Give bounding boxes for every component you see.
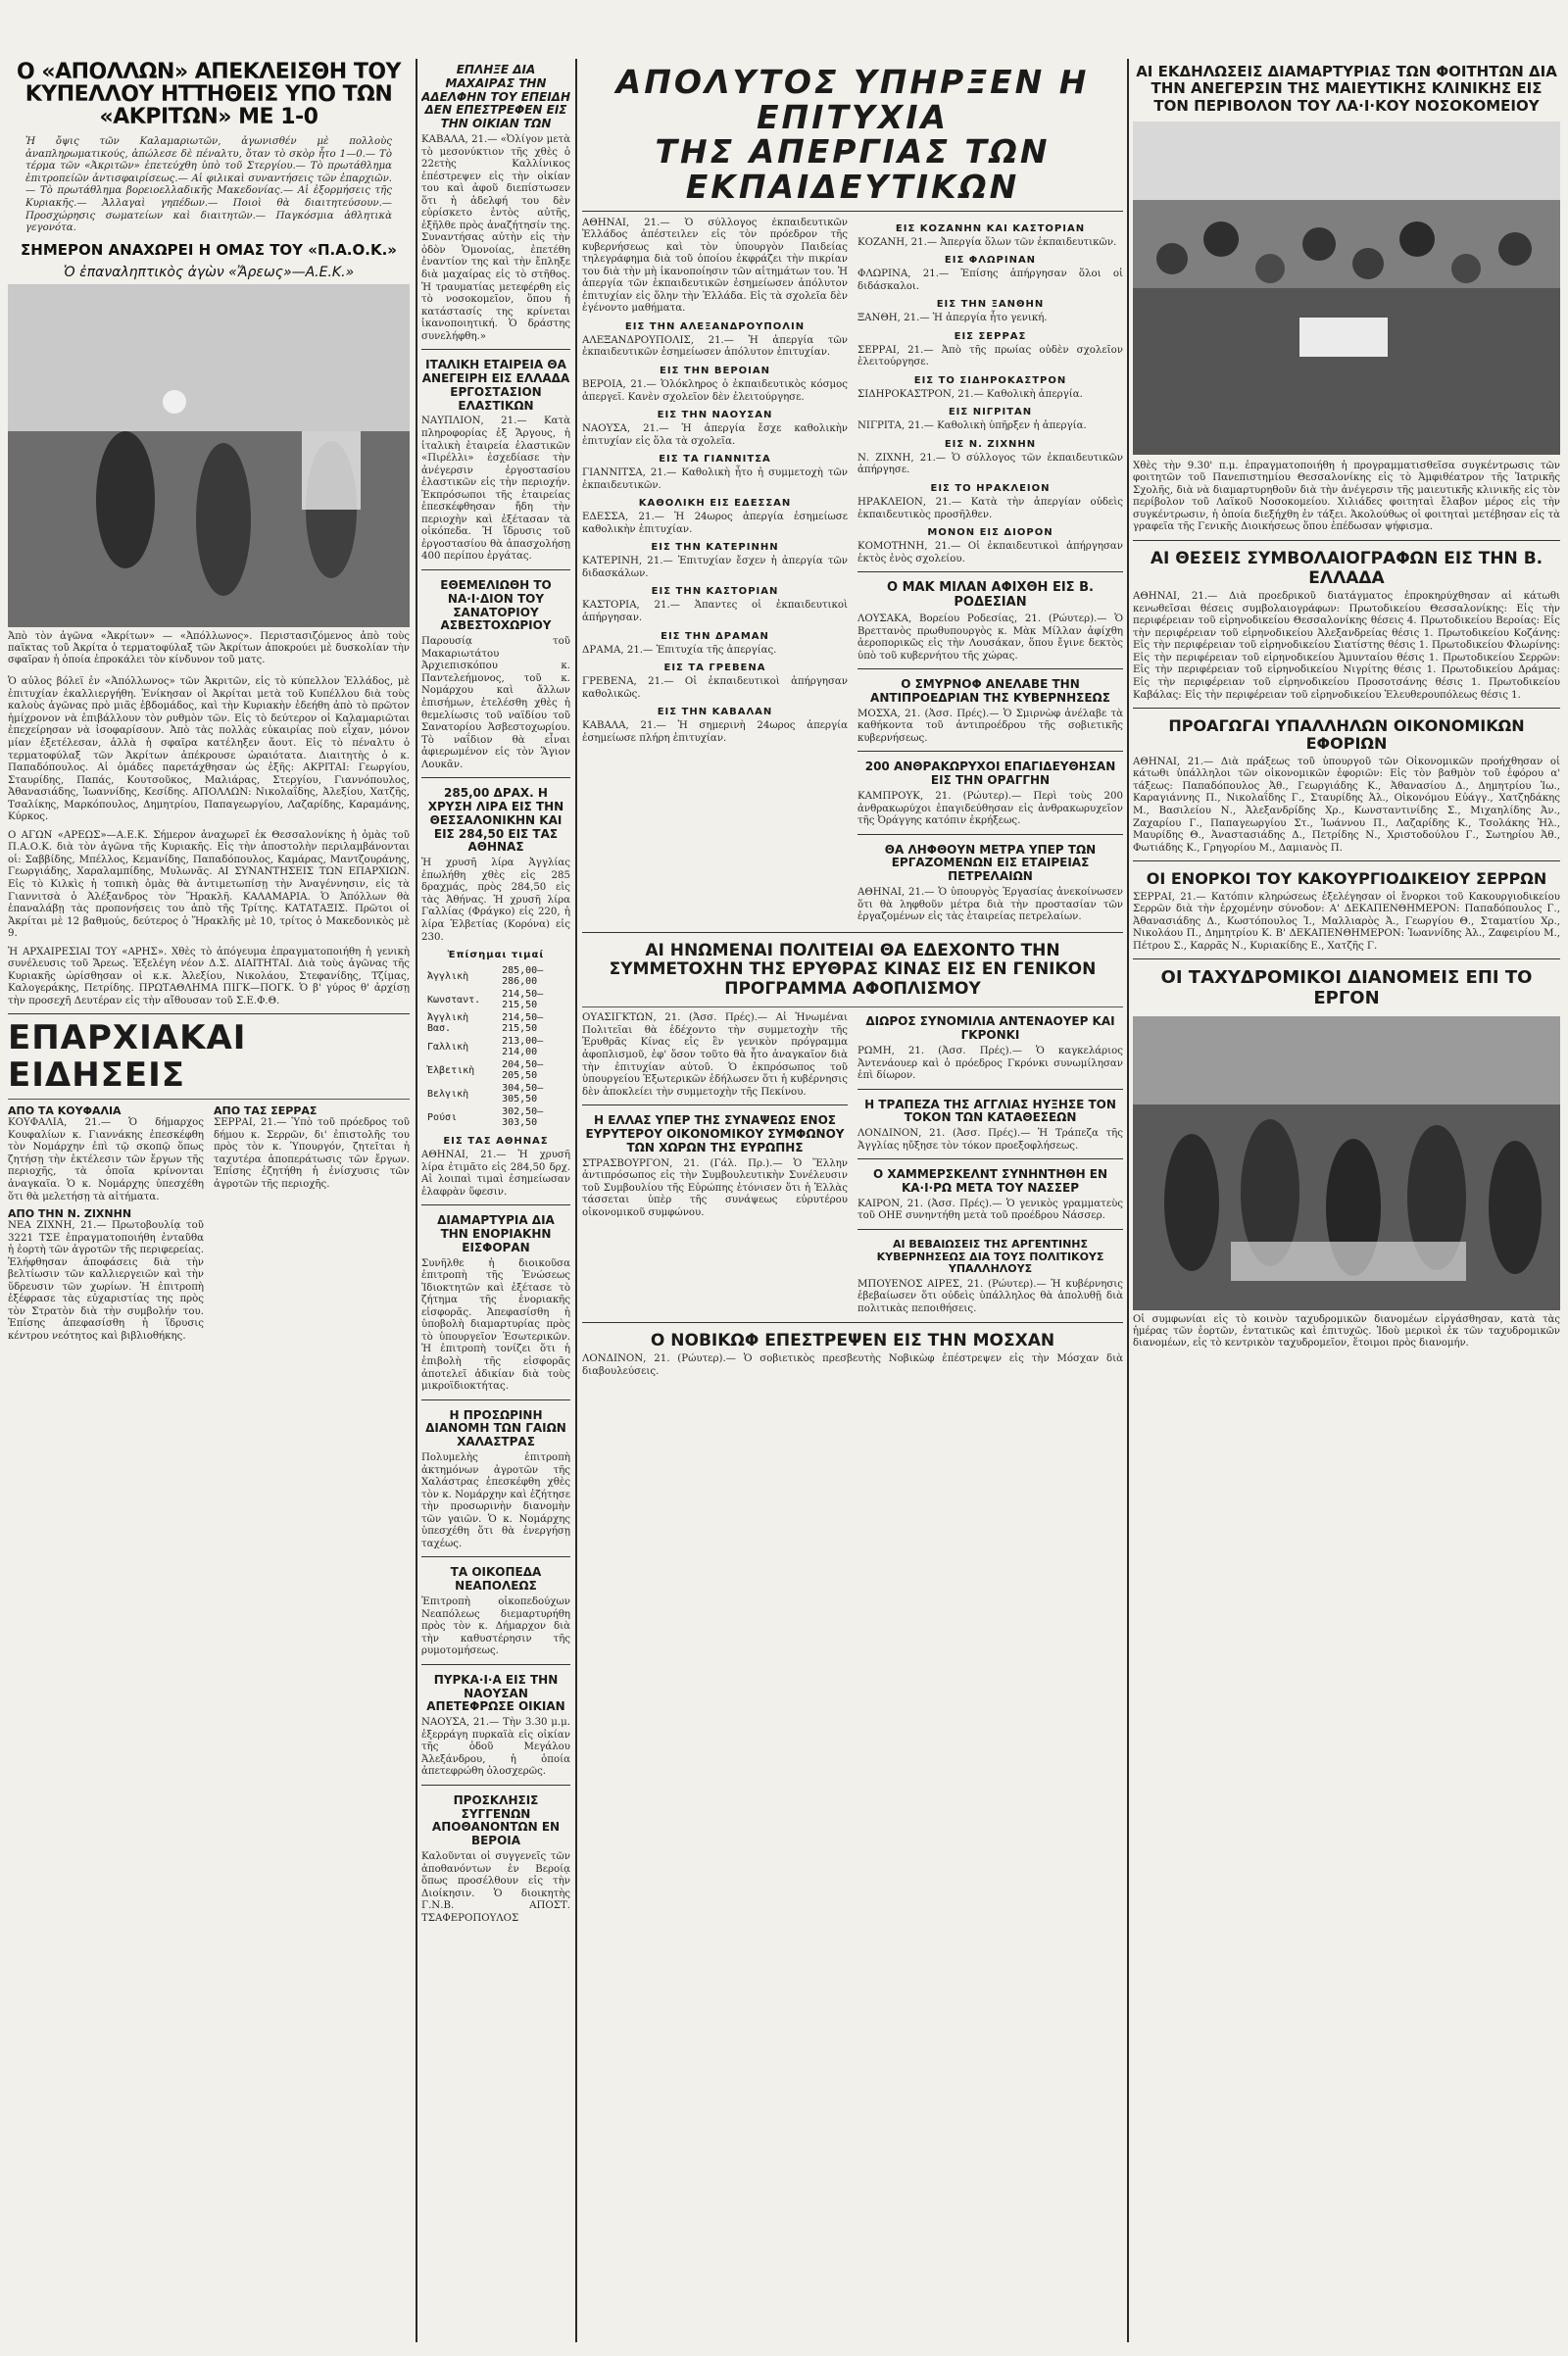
tax-promotions-headline: ΠΡΟΑΓΩΓΑΙ ΥΠΑΛΛΗΛΩΝ ΟΙΚΟΝΟΜΙΚΩΝ ΕΦΟΡΙΩΝ — [1168, 716, 1525, 754]
rate-row — [423, 1059, 568, 1081]
city-report-heading: ΕΙΣ ΝΙΓΡΙΤΑΝ — [948, 407, 1033, 418]
city-report-heading: ΕΙΣ Ν. ΖΙΧΝΗΝ — [944, 438, 1037, 450]
rate-name: Κωνσταντ. — [427, 994, 481, 1006]
adenauer-headline: ΔΙΩΡΟΣ ΣΥΝΟΜΙΛΙΑ ΑΝΤΕΝΑΟΥΕΡ ΚΑΙ ΓΚΡΟΝΚΙ — [865, 1014, 1115, 1043]
rate-value: 213,00—214,00 — [502, 1036, 544, 1058]
china-body: ΟΥΑΣΙΓΚΤΩΝ, 21. (Ἀσσ. Πρές).— Αἱ Ἡνωμέναι Πολιτεῖαι θὰ ἐδέχοντο τὴν συμμετοχὴν τῆς Ἐρυθρᾶς Κίνας εἰς ἓν γενικὸν πρόγραμμα ἀφοπλισμοῦ, ἐφ' ὅσον τοῦτο θὰ ἦτο ἀναγκαῖον διὰ τὴν ἐπιτυχίαν αὐτοῦ. Ὁ ἐκπρόσωπος τοῦ ὑπουργείου Ἐξωτερικῶν ἐδήλωσεν ὅτι ἡ κυβέρνησις δὲν ἀποκλείει τὴν συμμετοχὴν τῆς Πεκίνου. — [582, 1012, 848, 1098]
fire-body: ΝΑΟΥΣΑ, 21.— Τὴν 3.30 μ.μ. ἐξερράγη πυρκαϊὰ εἰς οἰκίαν τῆς ὁδοῦ Μεγάλου Ἀλεξάνδρου, ἡ ὁποία ἀπετεφρώθη ὁλοσχερῶς. — [421, 1717, 570, 1778]
sanatorium-body: Παρουσίᾳ τοῦ Μακαριωτάτου Ἀρχιεπισκόπου κ. Παντελεήμονος, τοῦ κ. Νομάρχου καὶ ἄλλων ἐπισήμων, ἐτελέσθη χθὲς ἡ θεμελίωσις τοῦ ναϊδίου τοῦ Σανατορίου Ἀσβεστοχωρίου. Τὸ ναΐδιον θὰ εἶναι ἀφιερωμένον εἰς τὸν Ἅγιον Λουκᾶν. — [421, 636, 570, 770]
rate-name: Ρούσι — [427, 1111, 458, 1123]
jurors-body: ΣΕΡΡΑΙ, 21.— Κατόπιν κληρώσεως ἐξελέγησαν οἱ ἔνορκοι τοῦ Κακουργιοδικείου Σερρῶν διὰ τὴν ἐρχομένην σύνοδον: Α' ΔΕΚΑΠΕΝΘΗΜΕΡΟΝ: Παπαδόπουλος Γ., Ἀθανασιάδης Δ., Κωστόπουλος Ἰ., Μαλλιαρὸς Ἀ., Γεωργίου Θ., Σταματίου Χρ., Νικολάου Π., Δημητρίου Κ. Β' ΔΕΚΑΠΕΝΘΗΜΕΡΟΝ: Ἰωαννίδης Ἀλ., Ζαφειρίου Μ., Πέτρου Σ., Καρρᾶς Ν., Κυριακίδης Ε., Χατζῆς Γ. — [1133, 891, 1560, 952]
rate-value: 214,50—215,50 — [502, 989, 544, 1011]
rate-name: Ἀγγλικὴ — [427, 970, 469, 982]
city-report — [582, 366, 848, 404]
strike-headline-2: ΤΗΣ ΑΠΕΡΓΙΑΣ ΤΩΝ ΕΚΠΑΙΔΕΥΤΙΚΩΝ — [655, 132, 1051, 206]
city-report — [858, 299, 1123, 325]
city-report-body: ΦΛΩΡΙΝΑ, 21.— Ἐπίσης ἀπήργησαν ὅλοι οἱ διδάσκαλοι. — [858, 269, 1123, 292]
city-report — [858, 223, 1123, 250]
city-report-heading: ΕΙΣ ΤΗΝ ΔΡΑΜΑΝ — [661, 630, 769, 642]
plots-body: Ἐπιτροπὴ οἰκοπεδούχων Νεαπόλεως διεμαρτυρήθη πρὸς τὸν κ. Δήμαρχον διὰ τὴν καθυστέρησιν τῆς ρυμοτομήσεως. — [421, 1596, 570, 1657]
column-sports — [8, 8, 410, 2350]
provincial-body: ΣΕΡΡΑΙ, 21.— Ὑπὸ τοῦ πρόεδρος τοῦ δήμου κ. Σερρῶν, δι' ἐπιστολῆς του πρὸς τὸν κ. Ὑπουργόν, ζητεῖται ἡ ταχυτέρα ἀποπεράτωσις τῶν ἔργων. Ἐπίσης ἐζητήθη ἡ ἐνίσχυσις τῶν ἀγροτῶν τῆς περιοχῆς. — [214, 1117, 410, 1190]
world-news — [582, 1012, 1123, 1315]
divider — [858, 1089, 1123, 1090]
sports-body-1: Ὁ αὐλος βόλεϊ ἐν «Ἀπόλλωνος» τῶν Ἀκριτῶν, εἰς τὸ κύπελλον Ἑλλάδος, μὲ ἐπιτυχίαν ἐκαλλιεργήθη. Ἐνίκησαν οἱ Ἀκρίται μετὰ τοῦ Κυπέλλου διὰ τοὺς καλοὺς ἀγῶνας πρὸ μιᾶς ἑβδομάδος, καὶ τὴν Κυριακὴν ἐδεήθη ἀπὸ τὸ πρῶτον ἡμίχρονον νὰ ἐπιβάλλουν τὸν ρυθμὸν τῶν. Εἰς τὸ δεύτερον οἱ Καλαμαριῶται ἐπεχείρησαν νὰ ἰσοφαρίσουν. Ἀπὸ τὰς πολλὰς εὐκαιρίας ποὺ εἶχαν, μόνον μίαν ἐξετέλεσαν, ἀλλὰ ἡ σφαῖρα κατέληξεν ἄουτ. Εἰς τὸ πέναλτυ ὁ τερματοφύλαξ τῶν Ἀκρίτων ἀπέκρουσε ὡραιότατα. Διαιτητὴς ὁ κ. Παπαδόπουλος. Αἱ ὁμάδες παρετάχθησαν ὡς ἑξῆς: ΑΚΡΙΤΑΙ: Γεωργίου, Σταυρίδης, Παπάς, Κουτσοῦκος, Μαλιάρας, Στεργίου, Γιαννόπουλος, Ἀθανασιάδης, Ἰωαννίδης, Κεσίδης. ΑΠΟΛΛΩΝ: Νικολαΐδης, Ἀλεξίου, Χατζῆς, Τσαλίκης, Μαρκόπουλος, Δημητρίου, Παπαγεωργίου, Λαζαρίδης, Καραμάνης, Κύρκος. — [8, 676, 410, 823]
tax-promotions-body: ΑΘΗΝΑΙ, 21.— Διὰ πράξεως τοῦ ὑπουργοῦ τῶν Οἰκονομικῶν προήχθησαν οἱ κάτωθι ὑπάλληλοι τῶν οἰκονομικῶν ἐφοριῶν: Εἰς τὸν βαθμὸν τοῦ ἐφόρου α' τάξεως: Παπαδόπουλος Ἀθ., Γεωργιάδης Κ., Ἀθανασίου Δ., Δημητρίου Ἰω., Καραγιάννης Π., Νικολαΐδης Γ., Σταυρίδης Ἀλ., Οἰκονόμου Εὐάγγ., Χατζηδάκης Μ., Βασιλείου Ν., Ἀλεξανδρίδης Χρ., Κωνσταντινίδης Σ., Μιχαηλίδης Ἀν., Ζαχαρίου Γ., Παπαγεωργίου Στ., Ἰωάννου Π., Λαζαρίδης Κ., Τσολάκης Ἠλ., Μαυρίδης Θ., Ἀναστασιάδης Δ., Πετρίδης Ν., Χριστοδούλου Γ., Σωτηρίου Ἀθ., Φωτιάδης Κ., Γρηγορίου Μ., Δαμιανὸς Π. — [1133, 756, 1560, 854]
novikov-body: ΛΟΝΔΙΝΟΝ, 21. (Ρώυτερ).— Ὁ σοβιετικὸς πρεσβευτὴς Νοβικὼφ ἐπέστρεψεν εἰς τὴν Μόσχαν διὰ διαβουλεύσεις. — [582, 1353, 1123, 1377]
divider — [421, 349, 570, 350]
knife-attack-body: ΚΑΒΑΛΑ, 21.— «Ὀλίγον μετὰ τὸ μεσονύκτιον τῆς χθὲς ὁ 22ετὴς Καλλίνικος ἐπέστρεψεν εἰς τὴν οἰκίαν του καὶ ἀφοῦ διεπίστωσεν ὅτι ἡ ἀδελφή του δὲν εὑρίσκετο ἐντὸς αὐτῆς, ἐξῆλθε πρὸς ἀναζήτησίν της. Συναντήσας αὐτὴν εἰς τὴν ὁδὸν Ὁμονοίας, ἐπετέθη ἐναντίον της καὶ τὴν ἔπληξε διὰ μαχαίρας εἰς τὸ στῆθος. Ἡ τραυματίας μετεφέρθη εἰς τὸ νοσοκομεῖον, ὅπου ἡ κατάστασίς της κρίνεται ἱκανοποιητική. Ὁ δράστης συνελήφθη.» — [421, 133, 570, 342]
rate-name: Ἑλβετικὴ — [427, 1064, 475, 1076]
city-report-heading: ΕΙΣ ΦΛΩΡΙΝΑΝ — [944, 255, 1037, 267]
sports-headline: Ο «ΑΠΟΛΛΩΝ» ΑΠΕΚΛΕΙΣΘΗ ΤΟΥ ΚΥΠΕΛΛΟΥ ΗΤΤΗΘΕΙΣ ΥΠΟ ΤΩΝ «ΑΚΡΙΤΩΝ» ΜΕ 1-0 — [17, 60, 401, 130]
city-report-body: ΓΡΕΒΕΝΑ, 21.— Οἱ ἐκπαιδευτικοὶ ἀπήργησαν καθολικῶς. — [582, 676, 848, 700]
divider — [421, 569, 570, 570]
students-photo — [1133, 122, 1560, 455]
city-report-heading: ΕΙΣ ΤΗΝ ΝΑΟΥΣΑΝ — [657, 410, 773, 421]
city-report-body: ΕΔΕΣΣΑ, 21.— Ἡ 24ωρος ἀπεργία ἐσημείωσε καθολικὴν ἐπιτυχίαν. — [582, 512, 848, 535]
notaries-headline: ΑΙ ΘΕΣΕΙΣ ΣΥΜΒΟΛΑΙΟΓΡΑΦΩΝ ΕΙΣ ΤΗΝ Β. ΕΛΛΑΔΑ — [1150, 549, 1544, 588]
athens-subhead: ΕΙΣ ΤΑΣ ΑΘΗΝΑΣ — [443, 1136, 549, 1148]
city-report — [582, 321, 848, 360]
rate-value: 204,50—205,50 — [502, 1059, 544, 1082]
provincial-news-col-a — [8, 1104, 204, 1343]
sports-body-2: Ο ΑΓΩΝ «ΑΡΕΩΣ»—Α.Ε.Κ. Σήμερον ἀναχωρεῖ ἐκ Θεσσαλονίκης ἡ ὁμὰς τοῦ Π.Α.Ο.Κ. διὰ τὸν ἀγῶνα τῆς Κυριακῆς. Εἰς τὴν ἀποστολὴν περιλαμβάνονται οἱ: Σαββίδης, Μπέλλος, Κεμανίδης, Παπαδόπουλος, Καμάρας, Μαντζουράνης, Γεωργιάδης, Χαραλαμπίδης, Μυλωνᾶς. ΑΙ ΣΥΝΑΝΤΗΣΕΙΣ ΤΩΝ ΕΠΑΡΧΙΩΝ. Εἰς τὸ Κιλκὶς ἡ τοπικὴ ὁμὰς θὰ ἀντιμετωπίσῃ τὴν Ἀναγέννησιν, εἰς τὰ Γιαννιτσὰ ὁ Ἀλέξανδρος τὸν Ἥρακλῆ. ΚΑΛΑΜΑΡΙΑ. Ὁ Ἀπόλλων θὰ ἐπαναλάβῃ τὰς προπονήσεις του ἀπὸ τῆς Τρίτης. ΚΑΤΑΤΑΞΙΣ. Πρῶτοι οἱ Ἀκρίται μὲ 12 βαθμούς, δεύτερος ὁ Ἥρακλῆς μὲ 10, τρίτος ὁ Μακεδονικὸς μὲ 9. — [8, 829, 410, 940]
rate-row — [423, 1012, 568, 1034]
divider — [1133, 958, 1560, 959]
city-report — [582, 454, 848, 492]
divider — [421, 1556, 570, 1557]
city-report — [582, 586, 848, 624]
china-headline: ΑΙ ΗΝΩΜΕΝΑΙ ΠΟΛΙΤΕΙΑΙ ΘΑ ΕΔΕΧΟΝΤΟ ΤΗΝ ΣΥΜΜΕΤΟΧΗΝ ΤΗΣ ΕΡΥΘΡΑΣ ΚΙΝΑΣ ΕΙΣ ΕΝ ΓΕΝΙΚΟΝ ΠΡΟΓΡΑΜΜΑ ΑΦΟΠΛΙΣΜΟΥ — [609, 940, 1097, 999]
city-report-body: ΚΑΤΕΡΙΝΗ, 21.— Ἐπιτυχίαν ἔσχεν ἡ ἀπεργία τῶν διδασκάλων. — [582, 556, 848, 579]
city-report-heading: ΕΙΣ ΤΗΝ ΚΑΣΤΟΡΙΑΝ — [651, 586, 779, 598]
rate-value: 304,50—305,50 — [502, 1083, 544, 1105]
city-report-body: ΗΡΑΚΛΕΙΟΝ, 21.— Κατὰ τὴν ἀπεργίαν οὐδεὶς ἐκπαιδευτικὸς προσῆλθεν. — [858, 496, 1123, 520]
divider — [1133, 860, 1560, 861]
divider — [582, 1006, 1123, 1007]
europe-headline: Η ΕΛΛΑΣ ΥΠΕΡ ΤΗΣ ΣΥΝΑΨΕΩΣ ΕΝΟΣ ΕΥΡΥΤΕΡΟΥ ΟΙΚΟΝΟΜΙΚΟΥ ΣΥΜΦΩΝΟΥ ΤΩΝ ΧΩΡΩΝ ΤΗΣ ΕΥΡΩΠΗΣ — [585, 1113, 845, 1154]
city-report — [858, 255, 1123, 293]
strike-headline-1: ΑΠΟΛΥΤΟΣ ΥΠΗΡΞΕΝ Η ΕΠΙΤΥΧΙΑ — [615, 63, 1090, 136]
sports-body-3: Ἡ ΑΡΧΑΙΡΕΣΙΑΙ ΤΟΥ «ΑΡΗΣ». Χθὲς τὸ ἀπόγευμα ἐπραγματοποιήθη ἡ γενικὴ συνέλευσις τοῦ Ἄρεως. Ἐξελέγη νέον Δ.Σ. ΔΙΑΙΤΗΤΑΙ. Διὰ τοὺς ἀγῶνας τῆς Κυριακῆς ὠρίσθησαν οἱ κ.κ. Ἀλεξίου, Νικολάου, Στεφανίδης, Τζίμας, Καλογεράκης, Πετρίδης. ΠΡΩΤΑΘΛΗΜΑ ΠΙΓΚ—ΠΟΓΚ. Ὁ β' γύρος θ' ἀρχίσῃ τὴν προσεχῆ Δευτέραν εἰς τὴν αἴθουσαν τοῦ Σ.Ε.Φ.Θ. — [8, 946, 410, 1006]
divider — [858, 1158, 1123, 1159]
divider — [858, 571, 1123, 572]
city-reports-b — [858, 223, 1123, 566]
city-report-body: ΝΙΓΡΙΤΑ, 21.— Καθολικὴ ὑπῆρξεν ἡ ἀπεργία. — [858, 420, 1087, 432]
provincial-subhead: ΑΠΟ ΤΑΣ ΣΕΡΡΑΣ — [214, 1104, 318, 1118]
city-report-heading: ΕΙΣ ΤΗΝ ΒΕΡΟΙΑΝ — [659, 365, 771, 376]
nasser-headline: Ο ΧΑΜΜΕΡΣΚΕΛΝΤ ΣΥΝΗΝΤΗΘΗ ΕΝ ΚΑ·Ι·ΡΩ ΜΕΤΑ ΤΟΥ ΝΑΣΣΕΡ — [872, 1167, 1108, 1196]
provincial-subhead: ΑΠΟ ΤΗΝ Ν. ΖΙΧΝΗΝ — [8, 1207, 132, 1221]
city-report-heading: ΕΙΣ ΤΟ ΗΡΑΚΛΕΙΟΝ — [930, 482, 1051, 494]
gold-rates-table — [421, 963, 570, 1130]
column-local — [421, 8, 570, 2350]
column-rule — [575, 59, 577, 2342]
world-news-col-a — [582, 1012, 848, 1315]
nasser-body: ΚΑΙΡΟΝ, 21. (Ἀσσ. Πρές).— Ὁ γενικὸς γραμματεὺς τοῦ ΟΗΕ συνηντήθη μετὰ τοῦ προέδρου Νάσσερ. — [858, 1198, 1123, 1222]
argentina-body: ΜΠΟΥΕΝΟΣ ΑΙΡΕΣ, 21. (Ρώυτερ).— Ἡ κυβέρνησις ἐβεβαίωσεν ὅτι οὐδεὶς ὑπάλληλος θὰ ἀπολυθῇ διὰ πολιτικὰς πεποιθήσεις. — [858, 1278, 1123, 1314]
strike-body — [582, 218, 1123, 924]
city-report — [858, 439, 1123, 477]
city-report-body: ΞΑΝΘΗ, 21.— Ἡ ἀπεργία ἦτο γενική. — [858, 313, 1048, 324]
provincial-body: ΚΟΥΦΑΛΙΑ, 21.— Ὁ δήμαρχος Κουφαλίων κ. Γιαννάκης ἐπεσκέφθη τὸν Νομάρχην ἐπὶ τῷ σκοπῷ ὅπως ζητήσῃ τὴν ἐκτέλεσιν τῶν ἔργων τῆς περιοχῆς, τὰ ὁποῖα κρίνονται ἀναγκαῖα. Ὁ κ. Νομάρχης ὑπεσχέθη ὅτι θὰ μελετήσῃ τὰ αἰτήματα. — [8, 1117, 204, 1203]
plots-headline: ΤΑ ΟΙΚΟΠΕΔΑ ΝΕΑΠΟΛΕΩΣ — [450, 1565, 542, 1594]
city-report-heading: ΜΟΝΟΝ ΕΙΣ ΔΙΟΡΟΝ — [927, 527, 1054, 539]
city-report-heading: ΕΙΣ ΤΗΝ ΚΑΤΕΡΙΝΗΝ — [651, 542, 779, 554]
land-distribution-headline: Η ΠΡΟΣΩΡΙΝΗ ΔΙΑΝΟΜΗ ΤΩΝ ΓΑΙΩΝ ΧΑΛΑΣΤΡΑΣ — [425, 1407, 566, 1449]
rate-name: Γαλλικὴ — [427, 1041, 469, 1053]
land-distribution-body: Πολυμελὴς ἐπιτροπὴ ἀκτημόνων ἀγροτῶν τῆς Χαλάστρας ἐπεσκέφθη χθὲς τὸν κ. Νομάρχην καὶ ἐζήτησε τὴν προσωρινὴν διανομὴν τῶν γαιῶν. Ὁ κ. Νομάρχης ὑπεσχέθη ὅτι θὰ ἐνεργήσῃ ταχέως. — [421, 1452, 570, 1549]
sports-lead: Ἡ ὄψις τῶν Καλαμαριωτῶν, ἀγωνισθέν μὲ πολλοὺς ἀναπληρωματικούς, ἀπώλεσε δὲ πέναλτυ, ὅταν τὸ σκὸρ ἦτο 1—0.— Τὸ τέρμα τῶν «Ἀκριτῶν» ἐπετεύχθη ὑπὸ τοῦ Στεργίου.— Τὸ πρωτάθλημα ἐπιτροπείῶν ἀντισφαιρίσεως.— Αἱ φιλικαὶ συναντήσεις τῶν ἐπαρχιῶν.— Τὸ πρωτάθλημα βορειοελλαδικῆς Μακεδονίας.— Αἱ ἐξορμήσεις τῆς Κυριακῆς.— Ἀλλαγαὶ γηπέδων.— Ποιοὶ θὰ διαιτητεύσουν.— Προσχώρησις σωματείων καὶ διαιτητῶν.— Παγκόσμια ἀθλητικὰ γεγονότα. — [25, 136, 392, 234]
city-report-body: ΓΙΑΝΝΙΤΣΑ, 21.— Καθολικὴ ἦτο ἡ συμμετοχὴ τῶν ἐκπαιδευτικῶν. — [582, 467, 848, 491]
city-report-body: ΔΡΑΜΑ, 21.— Ἐπιτυχία τῆς ἀπεργίας. — [582, 644, 777, 656]
rates-title: Ἐπίσημαι τιμαί — [447, 950, 545, 961]
column-rule — [1127, 59, 1129, 2342]
rate-name: Βελγικὴ — [427, 1088, 469, 1100]
city-report — [582, 410, 848, 448]
oil-workers-body: ΑΘΗΝΑΙ, 21.— Ὁ ὑπουργὸς Ἐργασίας ἀνεκοίνωσεν ὅτι θὰ ληφθοῦν μέτρα διὰ τὴν προστασίαν τῶν ἐργαζομένων εἰς τὰς ἑταιρείας πετρελαίων. — [858, 887, 1123, 923]
rate-name: Ἀγγλικὴ Βασ. — [427, 1012, 469, 1035]
city-report-body: ΑΛΕΞΑΝΔΡΟΥΠΟΛΙΣ, 21.— Ἡ ἀπεργία τῶν ἐκπαιδευτικῶν ἐσημείωσεν ἀπόλυτον ἐπιτυχίαν. — [582, 334, 848, 359]
city-report — [582, 542, 848, 580]
students-headline: ΑΙ ΕΚΔΗΛΩΣΕΙΣ ΔΙΑΜΑΡΤΥΡΙΑΣ ΤΩΝ ΦΟΙΤΗΤΩΝ ΔΙΑ ΤΗΝ ΑΝΕΓΕΡΣΙΝ ΤΗΣ ΜΑΙΕΥΤΙΚΗΣ ΚΛΙΝΙΚΗΣ ΕΙΣ ΤΟΝ ΠΕΡΙΒΟΛΟΝ ΤΟΥ ΛΑ·Ι·ΚΟΥ ΝΟΣΟΚΟΜΕΙΟΥ — [1136, 63, 1557, 115]
city-report — [582, 498, 848, 536]
bank-body: ΛΟΝΔΙΝΟΝ, 21. (Ἀσσ. Πρές).— Ἡ Τράπεζα τῆς Ἀγγλίας ηὔξησε τὸν τόκον προεξοφλήσεως. — [858, 1128, 1123, 1152]
divider — [421, 1399, 570, 1400]
city-report-heading: ΕΙΣ ΤΗΝ ΞΑΝΘΗΝ — [936, 299, 1045, 311]
fire-headline: ΠΥΡΚΑ·Ι·Α ΕΙΣ ΤΗΝ ΝΑΟΥΣΑΝ ΑΠΕΤΕΦΡΩΣΕ ΟΙΚΙΑΝ — [426, 1672, 565, 1714]
city-report-heading: ΕΙΣ ΚΟΖΑΝΗΝ ΚΑΙ ΚΑΣΤΟΡΙΑΝ — [895, 222, 1086, 234]
strike-intro: ΑΘΗΝΑΙ, 21.— Ὁ σύλλογος ἐκπαιδευτικῶν Ἑλλάδος ἀπέστειλεν εἰς τὸν πρόεδρον τῆς κυβερνήσεως καὶ τὸν ὑπουργὸν Παιδείας τηλεγράφημα διὰ τοῦ ὁποίου ἐκφράζει τὴν πικρίαν του διὰ τὴν μὴ ἱκανοποίησιν τῶν αἰτημάτων του. Ἡ ἀπεργία τῶν ἐκπαιδευτικῶν ἐσημείωσεν ἀπόλυτον ἐπιτυχίαν εἰς ὅλην τὴν Ἑλλάδα. Εἰς τὰ σχολεῖα δὲν ἐγένοντο μαθήματα. — [582, 217, 848, 315]
strike-col-b — [858, 218, 1123, 924]
city-report-body: Ν. ΖΙΧΝΗ, 21.— Ὁ σύλλογος τῶν ἐκπαιδευτικῶν ἀπήργησε. — [858, 452, 1123, 476]
city-report — [858, 527, 1123, 565]
divider — [8, 1099, 410, 1100]
oil-workers-headline: ΘΑ ΛΗΦΘΟΥΝ ΜΕΤΡΑ ΥΠΕΡ ΤΩΝ ΕΡΓΑΖΟΜΕΝΩΝ ΕΙΣ ΕΤΑΙΡΕΙΑΣ ΠΕΤΡΕΛΑΙΩΝ — [884, 842, 1097, 884]
jurors-headline: ΟΙ ΕΝΟΡΚΟΙ ΤΟΥ ΚΑΚΟΥΡΓΙΟΔΙΚΕΙΟΥ ΣΕΡΡΩΝ — [1146, 869, 1547, 889]
divider — [421, 777, 570, 778]
sanatorium-headline: ΕΘΕΜΕΛΙΩΘΗ ΤΟ ΝΑ·Ι·ΔΙΟΝ ΤΟΥ ΣΑΝΑΤΟΡΙΟΥ ΑΣΒΕΣΤΟΧΩΡΙΟΥ — [440, 578, 552, 633]
miners-headline: 200 ΑΝΘΡΑΚΩΡΥΧΟΙ ΕΠΑΓΙΔΕΥΘΗΣΑΝ ΕΙΣ ΤΗΝ ΟΡΑΓΓΗΝ — [864, 760, 1116, 788]
city-report-body: ΚΟΖΑΝΗ, 21.— Ἀπεργία ὅλων τῶν ἐκπαιδευτικῶν. — [858, 236, 1117, 248]
student-protest-image — [1133, 122, 1560, 455]
column-strike — [582, 8, 1123, 2350]
gold-price-body: Ἡ χρυσῆ λίρα Ἀγγλίας ἐπωλήθη χθὲς εἰς 285 δραχμάς, πρὸς 284,50 εἰς τὰς Ἀθήνας. Ἡ χρυσῆ λίρα Γαλλίας (Φράγκο) εἰς 220, ἡ λίρα Ἐλβετίας (Κορόνα) εἰς 230. — [421, 858, 570, 943]
rate-row — [423, 1036, 568, 1057]
divider — [421, 1664, 570, 1665]
postmen-headline: ΟΙ ΤΑΧΥΔΡΟΜΙΚΟΙ ΔΙΑΝΟΜΕΙΣ ΕΠΙ ΤΟ ΕΡΓΟΝ — [1160, 967, 1533, 1009]
argentina-headline: ΑΙ ΒΕΒΑΙΩΣΕΙΣ ΤΗΣ ΑΡΓΕΝΤΙΝΗΣ ΚΥΒΕΡΝΗΣΕΩΣ ΔΙΑ ΤΟΥΣ ΠΟΛΙΤΙΚΟΥΣ ΥΠΑΛΛΗΛΟΥΣ — [876, 1237, 1104, 1276]
provincial-news-title: ΕΠΑΡΧΙΑΚΑΙ ΕΙΔΗΣΕΙΣ — [8, 1018, 247, 1095]
column-right — [1133, 8, 1560, 2350]
rate-value: 214,50—215,50 — [502, 1012, 544, 1035]
divider — [582, 932, 1123, 933]
students-text — [1133, 461, 1560, 534]
city-report-heading: ΕΙΣ ΤΑ ΓΡΕΒΕΝΑ — [663, 663, 766, 674]
postmen-caption: Οἱ συμφωνίαι εἰς τὸ κοινὸν ταχυδρομικῶν διανομέων εἰργάσθησαν, κατὰ τὰς ἡμέρας τῶν ἑορτῶν, ἐντατικῶς καὶ ἐπιτυχῶς. Ἰδοὺ μερικοὶ ἐκ τῶν ταχυδρομικῶν διανομέων, εἰς τὸ κεντρικὸν ταχυδρομεῖον, ἕτοιμοι πρὸς διανομήν. — [1133, 1313, 1560, 1350]
divider — [1133, 708, 1560, 709]
city-report-body: ΣΙΔΗΡΟΚΑΣΤΡΟΝ, 21.— Καθολικὴ ἀπεργία. — [858, 388, 1083, 400]
miners-body: ΚΑΜΠΡΟΥΚ, 21. (Ρώυτερ).— Περὶ τοὺς 200 ἀνθρακωρύχοι ἐπαγιδεύθησαν εἰς ἀνθρακωρυχεῖον τῆς Ὀράγγης κατόπιν ἐκρήξεως. — [858, 791, 1123, 827]
gold-price-headline: 285,00 ΔΡΑΧ. Η ΧΡΥΣΗ ΛΙΡΑ ΕΙΣ ΤΗΝ ΘΕΣΣΑΛΟΝΙΚΗΝ ΚΑΙ ΕΙΣ 284,50 ΕΙΣ ΤΑΣ ΑΘΗΝΑΣ — [427, 786, 564, 855]
rate-value: 302,50—303,50 — [502, 1106, 544, 1129]
divider — [8, 1013, 410, 1014]
city-report — [858, 483, 1123, 521]
city-report-heading: ΚΑΘΟΛΙΚΗ ΕΙΣ ΕΔΕΣΣΑΝ — [638, 498, 792, 510]
city-report — [858, 375, 1123, 402]
smirnov-body: ΜΟΣΧΑ, 21. (Ἀσσ. Πρές).— Ὁ Σμιρνὼφ ἀνέλαβε τὰ καθήκοντα τοῦ ἀντιπροέδρου τῆς σοβιετικῆς κυβερνήσεως. — [858, 708, 1123, 744]
divider — [582, 1322, 1123, 1323]
city-report — [858, 331, 1123, 369]
city-report-heading: ΕΙΣ ΤΗΝ ΑΛΕΞΑΝΔΡΟΥΠΟΛΙΝ — [624, 320, 806, 332]
strike-col-a — [582, 218, 848, 924]
city-report-body: ΚΑΒΑΛΑ, 21.— Ἡ σημερινὴ 24ωρος ἀπεργία ἐσημείωσε πλήρη ἐπιτυχίαν. — [582, 720, 848, 744]
city-report-heading: ΕΙΣ ΤΗΝ ΚΑΒΑΛΑΝ — [657, 707, 773, 718]
city-report-body: ΒΕΡΟΙΑ, 21.— Ὁλόκληρος ὁ ἐκπαιδευτικὸς κόσμος ἀπεργεῖ. Κανὲν σχολεῖον δὲν ἐλειτούργησε. — [582, 378, 848, 403]
rate-row — [423, 1106, 568, 1128]
city-report-heading: ΕΙΣ ΤΟ ΣΙΔΗΡΟΚΑΣΤΡΟΝ — [913, 374, 1067, 386]
world-news-col-b — [858, 1012, 1123, 1315]
divider — [582, 211, 1123, 212]
relatives-headline: ΠΡΟΣΚΛΗΣΙΣ ΣΥΓΓΕΝΩΝ ΑΠΟΘΑΝΟΝΤΩΝ ΕΝ ΒΕΡΟΙΑ — [431, 1792, 561, 1848]
rate-row — [423, 965, 568, 987]
novikov-headline: Ο ΝΟΒΙΚΩΦ ΕΠΕΣΤΡΕΨΕΝ ΕΙΣ ΤΗΝ ΜΟΣΧΑΝ — [650, 1330, 1055, 1350]
smirnov-headline: Ο ΣΜΥΡΝΟΦ ΑΝΕΛΑΒΕ ΤΗΝ ΑΝΤΙΠΡΟΕΔΡΙΑΝ ΤΗΣ ΚΥΒΕΡΝΗΣΕΩΣ — [870, 677, 1110, 706]
provincial-subhead: ΑΠΟ ΤΑ ΚΟΥΦΑΛΙΑ — [8, 1104, 122, 1118]
football-match-image — [8, 284, 410, 627]
sports-subhead-ares: Ὁ ἐπαναληπτικὸς ἀγὼν «Ἄρεως»—Α.Ε.Κ.» — [63, 264, 355, 280]
relatives-body: Καλοῦνται οἱ συγγενεῖς τῶν ἀποθανόντων ἐν Βεροίᾳ ὅπως προσέλθουν εἰς τὴν Διοίκησιν. Ὁ διοικητὴς Γ.Ν.Β. ΑΠΟΣΤ. ΤΣΑΦΕΡΟΠΟΥΛΟΣ — [421, 1851, 570, 1924]
provincial-news — [8, 1104, 410, 1343]
city-report — [582, 663, 848, 701]
divider — [858, 751, 1123, 752]
column-rule — [416, 59, 417, 2342]
knife-attack-headline: ΕΠΛΗΞΕ ΔΙΑ ΜΑΧΑΙΡΑΣ ΤΗΝ ΑΔΕΛΦΗΝ ΤΟΥ ΕΠΕΙΔΗ ΔΕΝ ΕΠΕΣΤΡΕΦΕΝ ΕΙΣ ΤΗΝ ΟΙΚΙΑΝ ΤΩΝ — [421, 63, 570, 131]
provincial-news-col-b — [214, 1104, 410, 1343]
divider — [421, 1204, 570, 1205]
adenauer-body: ΡΩΜΗ, 21. (Ἀσσ. Πρές).— Ὁ καγκελάριος Ἀντενάουερ καὶ ὁ πρόεδρος Γκρόνκι συνωμίλησαν ἐπὶ δίωρον. — [858, 1045, 1123, 1082]
city-report — [858, 407, 1123, 433]
provincial-body: ΝΕΑ ΖΙΧΝΗ, 21.— Πρωτοβουλίᾳ τοῦ 3221 ΤΣΕ ἐπραγματοποιήθη ἐνταῦθα ἡ ἐορτὴ τῶν ἀγροτῶν τῆς περιφερείας. Ἐλήφθησαν ἀποφάσεις διὰ τὴν βελτίωσιν τῶν καλλιεργειῶν καὶ τὴν ὕδρευσιν τῶν χωρίων. Ἡ ἐπιτροπὴ ἐξέφρασε τὰς εὐχαριστίας της πρὸς τὸν Στρατὸν διὰ τὴν συμβολήν του. Ἐπίσης ἀπεφασίσθη ἡ ἵδρυσις κέντρου νεότητος καὶ βιβλιοθήκης. — [8, 1220, 204, 1342]
divider — [858, 1229, 1123, 1230]
rate-row — [423, 1083, 568, 1104]
city-report — [582, 631, 848, 658]
city-reports-a — [582, 321, 848, 745]
parish-fee-headline: ΔΙΑΜΑΡΤΥΡΙΑ ΔΙΑ ΤΗΝ ΕΝΟΡΙΑΚΗΝ ΕΙΣΦΟΡΑΝ — [437, 1213, 555, 1254]
students-body: Χθὲς τὴν 9.30' π.μ. ἐπραγματοποιήθη ἡ προγραμματισθεῖσα συγκέντρωσις τῶν φοιτητῶν τοῦ Πανεπιστημίου Θεσσαλονίκης εἰς τὸ Ἀμφιθέατρον τῆς Ἰατρικῆς Σχολῆς, διὰ νὰ διαμαρτυρηθοῦν διὰ τὴν ἀνέγερσιν τῆς μαιευτικῆς κλινικῆς εἰς τὸν περίβολον τοῦ Λαϊκοῦ Νοσοκομείου. Χιλιάδες φοιτηταὶ ἔλαβον μέρος εἰς τὴν συγκέντρωσιν, ἡ ὁποία διεξήχθη ἐν τάξει. Ἀκολούθως οἱ φοιτηταὶ μετέβησαν εἰς τὰ γραφεῖα τῆς Γενικῆς Διοικήσεως ὅπου ἐπέδωσαν ψήφισμα. — [1133, 460, 1560, 533]
tyre-factory-headline: ΙΤΑΛΙΚΗ ΕΤΑΙΡΕΙΑ ΘΑ ΑΝΕΓΕΙΡΗ ΕΙΣ ΕΛΛΑΔΑ ΕΡΓΟΣΤΑΣΙΟΝ ΕΛΑΣΤΙΚΩΝ — [421, 358, 570, 413]
tyre-factory-body: ΝΑΥΠΛΙΟΝ, 21.— Κατὰ πληροφορίας ἐξ Ἄργους, ἡ ἰταλικὴ ἑταιρεία ἐλαστικῶν «Πιρέλλι» ἐσχεδίασε τὴν ἀνέγερσιν ἐργοστασίου ἐλαστικῶν εἰς τὴν περιοχήν. Ἐκπρόσωποι τῆς ἑταιρείας ἐπεσκέφθησαν ἤδη τὴν περιοχὴν καὶ ἐξέτασαν τὰ οἰκόπεδα. Ἡ ἵδρυσις τοῦ ἐργοστασίου θὰ ἀπασχολήσῃ 400 περίπου ἐργάτας. — [421, 416, 570, 563]
postmen-photo — [1133, 1016, 1560, 1310]
city-report-heading: ΕΙΣ ΣΕΡΡΑΣ — [954, 330, 1027, 342]
divider — [1133, 540, 1560, 541]
divider — [582, 1104, 848, 1105]
athens-body: ΑΘΗΝΑΙ, 21.— Ἡ χρυσῆ λίρα ἐτιμᾶτο εἰς 284,50 δρχ. Αἱ λοιπαὶ τιμαὶ ἐσημείωσαν ἐλαφρὰν ὕφεσιν. — [421, 1150, 570, 1198]
divider — [858, 834, 1123, 835]
rate-value: 285,00—286,00 — [502, 965, 544, 988]
city-report-body: ΚΟΜΟΤΗΝΗ, 21.— Οἱ ἐκπαιδευτικοὶ ἀπήργησαν ἐκτὸς ἐνὸς σχολείου. — [858, 541, 1123, 564]
city-report — [582, 707, 848, 745]
macmillan-headline: Ο ΜΑΚ ΜΙΛΑΝ ΑΦΙΧΘΗ ΕΙΣ Β. ΡΟΔΕΣΙΑΝ — [887, 580, 1094, 611]
europe-body: ΣΤΡΑΣΒΟΥΡΓΟΝ, 21. (Γάλ. Πρ.).— Ὁ Ἕλλην ἀντιπρόσωπος εἰς τὴν Συμβουλευτικὴν Συνέλευσιν τοῦ Συμβουλίου τῆς Εὐρώπης ἐτόνισεν ὅτι ἡ Ἑλλὰς τάσσεται ὑπὲρ τῆς συνάψεως εὐρυτέρου οἰκονομικοῦ συμφώνου. — [582, 1157, 848, 1218]
sports-photo-caption: Ἀπὸ τὸν ἀγῶνα «Ἀκρίτων» — «Ἀπόλλωνος». Περιστασιζόμενος ἀπὸ τοὺς παῖκτας τοῦ Ἀκρίτα ὁ τερματοφύλαξ τῶν Ἀκρίτων ἀποκρούει μὲ δυσκολίαν τὴν σφαῖραν ἡ ὁποία ἐπροκάλει τὸν κίνδυνον τοῦ ματς. — [8, 630, 410, 666]
city-report-body: ΣΕΡΡΑΙ, 21.— Ἀπὸ τῆς πρωίας οὐδὲν σχολεῖον ἐλειτούργησε. — [858, 344, 1123, 368]
city-report-body: ΚΑΣΤΟΡΙΑ, 21.— Ἁπαντες οἱ ἐκπαιδευτικοὶ ἀπήργησαν. — [582, 600, 848, 623]
divider — [421, 1785, 570, 1786]
rate-row — [423, 989, 568, 1010]
sports-photo — [8, 284, 410, 627]
parish-fee-body: Συνῆλθε ἡ διοικοῦσα ἐπιτροπὴ τῆς Ἑνώσεως Ἰδιοκτητῶν καὶ ἐξέτασε τὸ ζήτημα τῆς ἐνοριακῆς εἰσφορᾶς. Ἀπεφασίσθη ἡ ὑποβολὴ διαμαρτυρίας πρὸς τὸ ὑπουργεῖον Ἐσωτερικῶν. Ἡ ἐπιτροπὴ τονίζει ὅτι ἡ ἐπιβολὴ τῆς εἰσφορᾶς ἀποτελεῖ ἀδικίαν διὰ τοὺς μικροϊδιοκτήτας. — [421, 1257, 570, 1393]
sports-subhead-paok: ΣΗΜΕΡΟΝ ΑΝΑΧΩΡΕΙ Η ΟΜΑΣ ΤΟΥ «Π.Α.Ο.Κ.» — [21, 240, 397, 259]
postmen-image — [1133, 1016, 1560, 1310]
macmillan-body: ΛΟΥΣΑΚΑ, Βορείου Ροδεσίας, 21. (Ρώυτερ).— Ὁ Βρεττανὸς πρωθυπουργὸς κ. Μὰκ Μίλλαν ἀφίχθη ἀεροπορικῶς εἰς τὴν Λουσάκαν, ὅπου ἔγινε δεκτὸς ὑπὸ τοῦ κυβερνήτου τῆς χώρας. — [858, 614, 1123, 662]
divider — [858, 668, 1123, 669]
bank-headline: Η ΤΡΑΠΕΖΑ ΤΗΣ ΑΓΓΛΙΑΣ ΗΥΞΗΣΕ ΤΟΝ ΤΟΚΟΝ ΤΩΝ ΚΑΤΑΘΕΣΕΩΝ — [864, 1097, 1116, 1125]
city-report-body: ΝΑΟΥΣΑ, 21.— Ἡ ἀπεργία ἔσχε καθολικὴν ἐπιτυχίαν εἰς ὅλα τὰ σχολεῖα. — [582, 423, 848, 447]
notaries-body: ΑΘΗΝΑΙ, 21.— Διὰ προεδρικοῦ διατάγματος ἐπροκηρύχθησαν αἱ κάτωθι κενωθεῖσαι θέσεις συμβολαιογράφων: Πρωτοδικείου Θεσσαλονίκης: Εἰς τὴν περιφέρειαν τοῦ εἰρηνοδικείου Θεσσαλονίκης θέσεις 4. Πρωτοδικείου Βεροίας: Εἰς τὴν περιφέρειαν τοῦ εἰρηνοδικείου Ἀλεξανδρείας θέσις 1. Πρωτοδικείου Κοζάνης: Εἰς τὴν περιφέρειαν τοῦ εἰρηνοδικείου Σιατίστης θέσις 1. Πρωτοδικείου Φλωρίνης: Εἰς τὴν περιφέρειαν τοῦ εἰρηνοδικείου Ἀμυνταίου θέσις 1. Πρωτοδικείου Σερρῶν: Εἰς τὴν περιφέρειαν τοῦ εἰρηνοδικείου Νιγρίτης θέσις 1. Πρωτοδικείου Δράμας: Εἰς τὴν περιφέρειαν τοῦ εἰρηνοδικείου Προσοτσάνης θέσις 1. Πρωτοδικείου Καβάλας: Εἰς τὴν περιφέρειαν τοῦ εἰρηνοδικείου Ἐλευθερουπόλεως θέσις 1. — [1133, 591, 1560, 701]
city-report-heading: ΕΙΣ ΤΑ ΓΙΑΝΝΙΤΣΑ — [659, 454, 771, 466]
